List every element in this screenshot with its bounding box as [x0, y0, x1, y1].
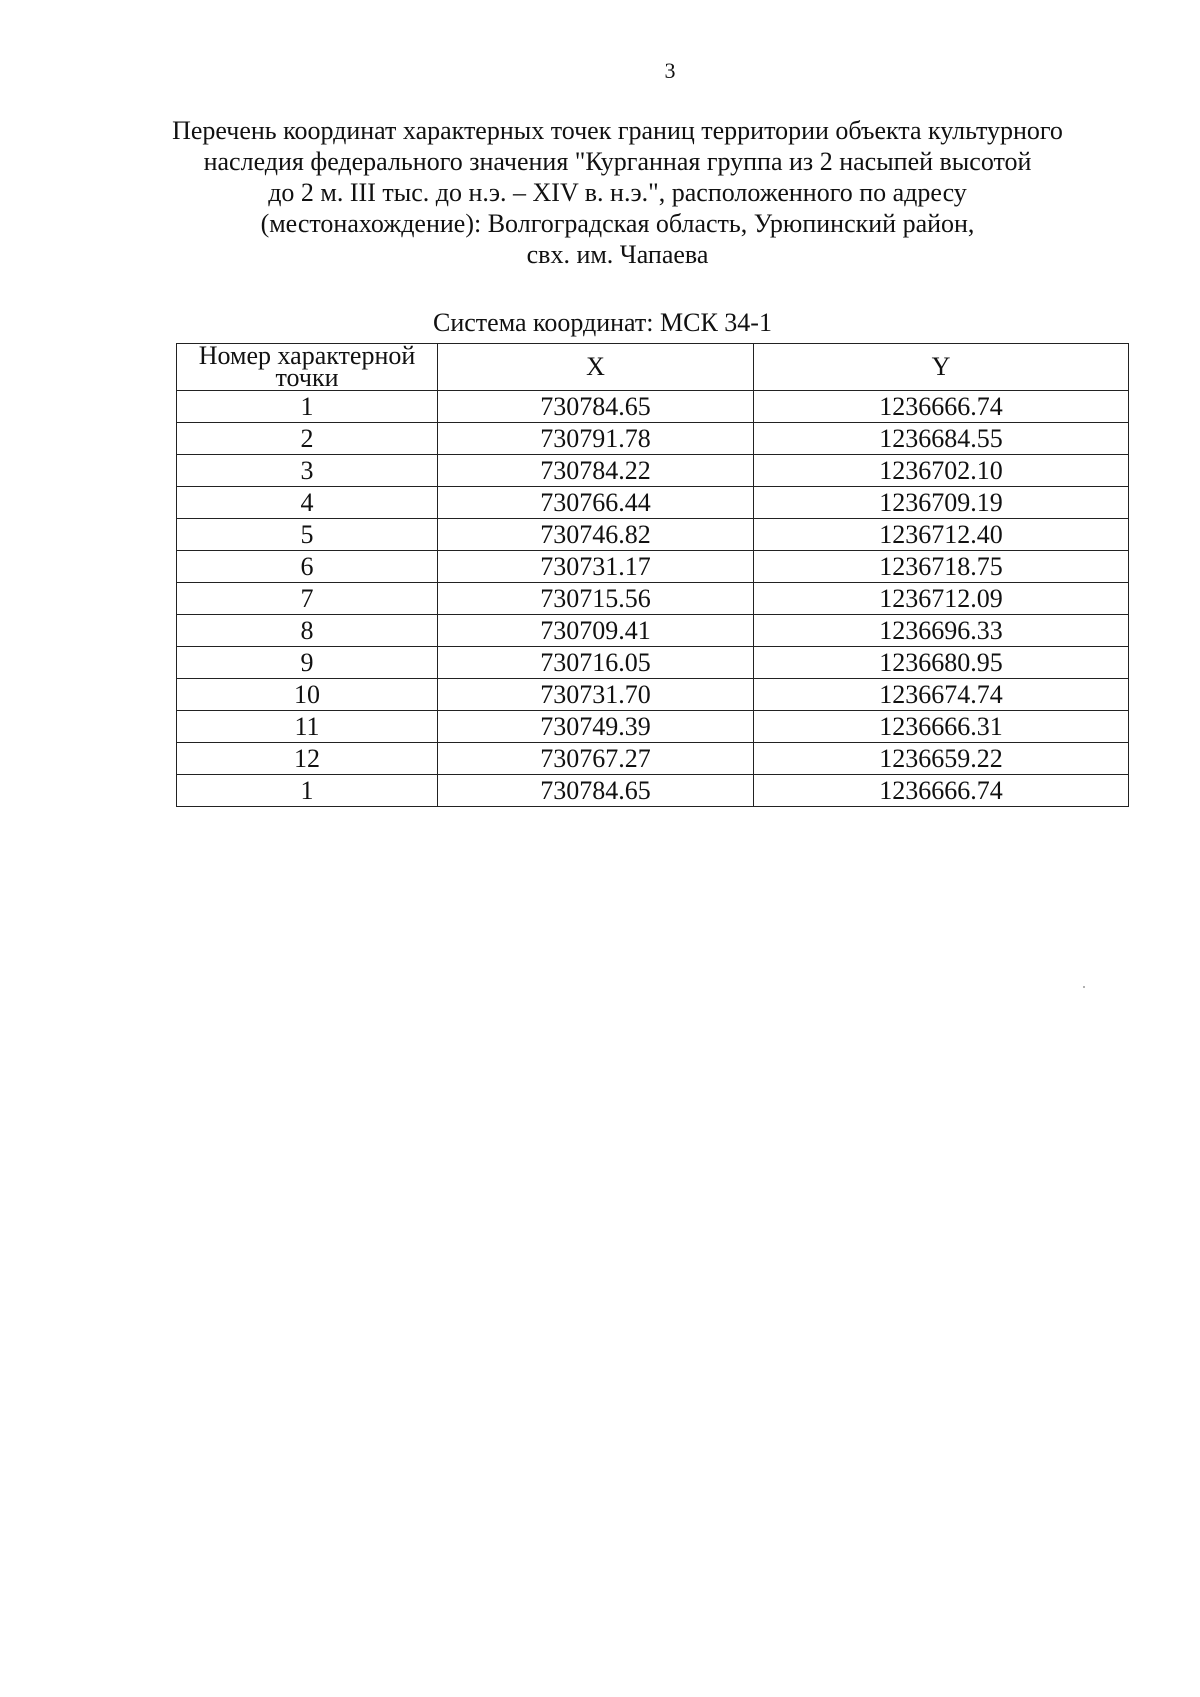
- header-x: X: [438, 344, 754, 391]
- table-row: [177, 615, 1129, 647]
- table-row: [177, 647, 1129, 679]
- cell-point-number: 12: [177, 743, 438, 775]
- title-line: до 2 м. III тыс. до н.э. – XIV в. н.э.", расположенного по адресу: [268, 178, 967, 207]
- cell-y: 1236684.55: [754, 423, 1129, 455]
- cell-y: 1236666.74: [754, 391, 1129, 423]
- cell-point-number: 7: [177, 583, 438, 615]
- cell-x: 730731.70: [438, 679, 754, 711]
- cell-point-number: 1: [177, 775, 438, 807]
- cell-y: 1236659.22: [754, 743, 1129, 775]
- table-row: [177, 391, 1129, 423]
- cell-point-number: 9: [177, 647, 438, 679]
- table-row: [177, 583, 1129, 615]
- title-line: Перечень координат характерных точек границ территории объекта культурного: [172, 116, 1063, 145]
- cell-point-number: 1: [177, 391, 438, 423]
- cell-y: 1236666.74: [754, 775, 1129, 807]
- title-line: наследия федерального значения "Курганная группа из 2 насыпей высотой: [203, 147, 1032, 176]
- cell-x: 730767.27: [438, 743, 754, 775]
- cell-x: 730731.17: [438, 551, 754, 583]
- cell-point-number: 4: [177, 487, 438, 519]
- cell-point-number: 5: [177, 519, 438, 551]
- cell-point-number: 2: [177, 423, 438, 455]
- cell-x: 730709.41: [438, 615, 754, 647]
- table-row: [177, 711, 1129, 743]
- title-line: свх. им. Чапаева: [526, 240, 709, 269]
- cell-y: 1236680.95: [754, 647, 1129, 679]
- cell-x: 730749.39: [438, 711, 754, 743]
- cell-x: 730791.78: [438, 423, 754, 455]
- table-row: [177, 487, 1129, 519]
- title-line: (местонахождение): Волгоградская область, Урюпинский район,: [260, 209, 975, 238]
- coordinate-system-caption: Система координат: МСК 34-1: [433, 308, 772, 337]
- scan-speck: [1083, 986, 1085, 988]
- cell-point-number: 8: [177, 615, 438, 647]
- header-y: Y: [754, 344, 1129, 391]
- cell-x: 730766.44: [438, 487, 754, 519]
- cell-point-number: 10: [177, 679, 438, 711]
- table-row: [177, 551, 1129, 583]
- cell-y: 1236712.09: [754, 583, 1129, 615]
- cell-point-number: 3: [177, 455, 438, 487]
- cell-x: 730715.56: [438, 583, 754, 615]
- cell-y: 1236709.19: [754, 487, 1129, 519]
- cell-x: 730716.05: [438, 647, 754, 679]
- cell-x: 730784.22: [438, 455, 754, 487]
- table-row: [177, 519, 1129, 551]
- page-number: 3: [664, 58, 676, 83]
- table-row: [177, 423, 1129, 455]
- table-row: [177, 743, 1129, 775]
- cell-y: 1236674.74: [754, 679, 1129, 711]
- table-row: [177, 455, 1129, 487]
- cell-x: 730784.65: [438, 775, 754, 807]
- header-point-number: Номер характерной точки: [177, 344, 438, 391]
- cell-y: 1236696.33: [754, 615, 1129, 647]
- coordinates-table: [176, 343, 1129, 807]
- cell-point-number: 6: [177, 551, 438, 583]
- cell-y: 1236712.40: [754, 519, 1129, 551]
- table-row: [177, 775, 1129, 807]
- cell-y: 1236666.31: [754, 711, 1129, 743]
- cell-y: 1236702.10: [754, 455, 1129, 487]
- table-header-row: [177, 344, 1129, 391]
- table-body: [177, 391, 1129, 807]
- cell-y: 1236718.75: [754, 551, 1129, 583]
- cell-x: 730784.65: [438, 391, 754, 423]
- cell-x: 730746.82: [438, 519, 754, 551]
- cell-point-number: 11: [177, 711, 438, 743]
- table-row: [177, 679, 1129, 711]
- document-title: [170, 115, 1065, 270]
